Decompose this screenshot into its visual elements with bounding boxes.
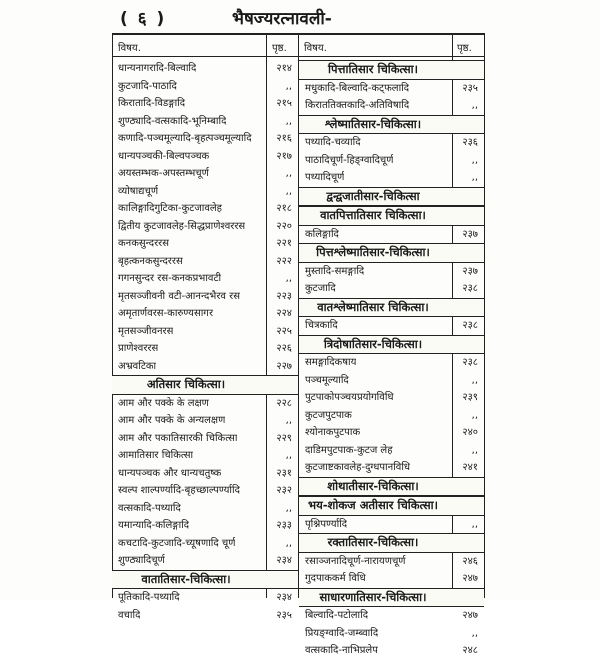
entry-title: पाठादिचूर्ण-हिङ्ग्वादिचूर्ण — [305, 154, 394, 166]
entry-title: श्योनाकपुटपाक — [305, 427, 361, 438]
page-number: ( ६ ) — [120, 9, 167, 29]
entry-title: आमातिसार चिकित्सा — [118, 450, 194, 461]
entry-page-number: २४१ — [462, 462, 478, 473]
section-heading-text: त्रिदोषातिसार-चिकित्सा। — [323, 336, 423, 351]
entry-page-number: २३८ — [462, 283, 478, 294]
index-entry — [112, 78, 298, 96]
entry-title: अमृतार्णवरस-कारुण्यसागर — [118, 308, 214, 319]
index-entry — [299, 642, 484, 660]
left-subject-header: विषय. — [118, 43, 141, 54]
entry-title: धान्यपञ्चकी-बिल्वपञ्चक — [118, 150, 210, 162]
index-entry — [299, 169, 484, 187]
section-heading-text: साधारणातिसार-चिकित्सा। — [319, 589, 427, 604]
entry-title: चित्रकादि — [305, 320, 338, 331]
entry-title: समङ्गादिकषाय — [305, 357, 357, 368]
section-heading — [299, 588, 484, 608]
entry-title: प्रियङ्ग्वादि-जम्ब्वादि — [305, 627, 379, 639]
entry-title: पथ्यादि-चव्यादि — [305, 137, 361, 148]
entry-page-number: ,, — [471, 154, 478, 166]
index-entry — [299, 424, 484, 442]
entry-title: व्योषाद्यचूर्ण — [118, 185, 159, 197]
right-index-column — [299, 60, 484, 660]
entry-page-number: २३८ — [462, 357, 478, 368]
entry-page-number: ,, — [285, 185, 292, 197]
entry-title: कालिङ्गादिगुटिका-कुटजावलेह — [118, 203, 222, 214]
entry-title: कणादि-पञ्चमूल्यादि-बृहत्पञ्चमूल्यादि — [118, 133, 252, 144]
entry-title: पञ्चमूल्यादि — [305, 374, 349, 386]
index-entry — [299, 152, 484, 170]
entry-page-number: २१६ — [276, 133, 292, 144]
index-entry — [299, 134, 484, 152]
index-entry — [299, 389, 484, 407]
index-entry — [112, 60, 298, 78]
index-entry — [112, 552, 298, 570]
entry-title: बृहत्कनकसुन्दररस — [118, 255, 183, 267]
index-entry — [112, 517, 298, 535]
entry-page-number: २३७ — [462, 265, 478, 277]
index-entry — [112, 130, 298, 148]
entry-page-number: ,, — [285, 415, 292, 426]
index-entry — [112, 305, 298, 323]
page-title: भैषज्यरत्नावली- — [232, 9, 332, 29]
entry-page-number: २३४ — [276, 555, 292, 566]
entry-page-number: २१४ — [276, 63, 292, 74]
section-heading — [299, 298, 484, 318]
section-heading-text: श्लेष्मातिसार-चिकित्सा। — [324, 116, 422, 131]
entry-page-number: २४६ — [462, 555, 478, 567]
index-entry — [112, 148, 298, 166]
entry-page-number: २३१ — [276, 467, 292, 479]
section-heading-text: वातपित्तातिसार चिकित्सा। — [320, 208, 426, 222]
entry-page-number: २३६ — [462, 137, 478, 148]
index-entry — [112, 288, 298, 306]
entry-page-number: २२५ — [276, 325, 292, 337]
right-page-header: पृष्ठ. — [457, 43, 472, 54]
entry-title: मधुकादि-बिल्वादि-कट्फलादि — [305, 82, 410, 94]
entry-title: मृतसञ्जीवनरस — [118, 325, 174, 337]
index-entry — [112, 607, 298, 625]
index-entry — [112, 465, 298, 483]
entry-title: पुटपाकोपञ्चयप्रयोगविधि — [305, 392, 394, 403]
section-heading — [299, 115, 484, 135]
section-heading-text: द्वन्द्वजातीसार-चिकित्सा — [326, 188, 420, 203]
entry-page-number: २३५ — [462, 82, 478, 94]
index-entry — [299, 354, 484, 372]
section-heading-text: वातश्लेष्मातिसार चिकित्सा। — [317, 299, 429, 314]
entry-page-number: ,, — [285, 80, 292, 92]
index-entry — [112, 340, 298, 358]
index-entry — [112, 323, 298, 341]
left-index-column — [112, 60, 298, 624]
entry-page-number: २२० — [276, 220, 292, 232]
entry-title: धान्यनागरादि-बिल्वादि — [118, 63, 197, 74]
entry-title: आम और पक्के के अन्यलक्षण — [118, 415, 226, 426]
entry-page-number: ,, — [285, 273, 292, 284]
entry-title: कनकसुन्दररस — [118, 238, 170, 249]
entry-page-number: ,, — [285, 115, 292, 127]
entry-title: पूतिकादि-पथ्यादि — [118, 592, 180, 603]
section-heading-text: रक्तातिसार-चिकित्सा। — [327, 535, 419, 549]
index-entry — [112, 113, 298, 131]
index-entry — [299, 372, 484, 390]
entry-page-number: ,, — [285, 537, 292, 549]
entry-page-number: २४० — [462, 427, 478, 438]
index-entry — [299, 625, 484, 643]
section-heading-text: पित्तश्लेष्मातिसार-चिकित्सा। — [316, 245, 430, 259]
index-entry — [299, 317, 484, 335]
entry-page-number: २४७ — [462, 610, 478, 621]
index-entry — [299, 97, 484, 115]
entry-page-number: २२३ — [276, 290, 292, 302]
entry-title: वत्सकादि-नाभिप्रलेप — [305, 645, 378, 656]
entry-title: दाडिमपुटपाक-कुटज लेह — [305, 444, 393, 456]
entry-title: आम और पकातिसारकी चिकित्सा — [118, 432, 238, 444]
section-heading — [299, 206, 484, 226]
section-heading-text: अतिसार चिकित्सा। — [146, 377, 226, 391]
entry-page-number: २३३ — [276, 520, 292, 531]
entry-page-number: २३७ — [462, 228, 478, 240]
entry-page-number: २३२ — [276, 485, 292, 496]
entry-title: स्वल्प शाल्पर्ण्यादि-बृहच्छाल्पर्ण्यादि — [118, 485, 240, 496]
index-entry — [112, 270, 298, 288]
index-entry — [112, 358, 298, 376]
entry-title: यमान्यादि-कलिङ्गादि — [118, 520, 190, 531]
entry-title: द्वितीय कुटजावलेह-सिद्धप्राणेश्वररस — [118, 220, 246, 232]
entry-title: अभ्रवटिका — [118, 360, 157, 372]
section-heading-text: पित्तातिसार चिकित्सा। — [328, 62, 418, 76]
index-entry — [112, 589, 298, 607]
index-entry — [112, 395, 298, 413]
entry-title: बिल्वादि-पटोलादि — [305, 610, 369, 621]
index-entry — [299, 570, 484, 588]
right-subject-header: विषय. — [304, 43, 327, 54]
entry-title: कुटजाष्टकावलेह-दुग्धपानविधि — [305, 462, 411, 473]
left-page-header: पृष्ठ. — [272, 43, 287, 54]
entry-title: कुटजपुटपाक — [305, 409, 352, 421]
index-entry — [112, 95, 298, 113]
index-entry — [112, 200, 298, 218]
section-heading-text: शोथातीसार-चिकित्सा। — [327, 478, 419, 493]
entry-page-number: ,, — [285, 450, 292, 461]
entry-title: पृश्निपर्ण्यादि — [305, 518, 348, 530]
index-entry — [112, 500, 298, 518]
index-entry — [112, 535, 298, 553]
index-entry — [299, 442, 484, 460]
entry-page-number: २२७ — [276, 360, 292, 372]
entry-page-number: ,, — [471, 374, 478, 386]
section-heading — [299, 335, 484, 355]
entry-title: रसाञ्जनादिचूर्ण-नारायणचूर्ण — [305, 555, 406, 567]
section-heading-text: वातातिसार-चिकित्सा। — [141, 571, 231, 586]
entry-page-number: २२८ — [276, 397, 292, 409]
index-entry — [112, 218, 298, 236]
entry-title: प्राणेश्वररस — [118, 343, 159, 354]
entry-page-number: २२४ — [276, 308, 292, 319]
section-heading — [299, 60, 484, 80]
entry-title: गुदपाककर्म विधि — [305, 573, 366, 584]
entry-page-number: ,, — [471, 444, 478, 456]
entry-page-number: २४७ — [462, 573, 478, 584]
section-heading — [112, 375, 298, 395]
index-entry — [112, 253, 298, 271]
entry-title: कचटादि-कुटजादि-च्यूषणादि चूर्ण — [118, 537, 236, 549]
index-entry — [299, 226, 484, 244]
index-entry — [299, 80, 484, 98]
entry-page-number: २३९ — [462, 392, 478, 403]
index-entry — [299, 280, 484, 298]
entry-page-number: ,, — [471, 627, 478, 639]
index-entry — [299, 553, 484, 571]
entry-page-number: ,, — [471, 100, 478, 111]
entry-title: कलिङ्गादि — [305, 228, 339, 240]
section-heading — [299, 533, 484, 553]
entry-page-number: ,, — [471, 172, 478, 183]
right-border — [484, 33, 485, 598]
section-heading — [112, 570, 298, 590]
entry-title: किराततिक्तकादि-अतिविषादि — [305, 100, 410, 111]
section-heading — [299, 187, 484, 207]
entry-page-number: २१५ — [276, 98, 292, 109]
entry-page-number: २३४ — [276, 592, 292, 603]
index-entry — [299, 607, 484, 625]
index-entry — [112, 165, 298, 183]
index-entry — [112, 183, 298, 201]
index-entry — [299, 407, 484, 425]
index-entry — [112, 447, 298, 465]
entry-page-number: २२२ — [276, 255, 292, 267]
index-entry — [112, 235, 298, 253]
index-entry — [299, 263, 484, 281]
entry-page-number: २१८ — [276, 203, 292, 214]
entry-title: कुटजादि — [305, 283, 336, 294]
entry-title: कुटजादि-पाठादि — [118, 80, 177, 92]
entry-title: पथ्यादिचूर्ण — [305, 172, 345, 183]
entry-page-number: ,, — [471, 409, 478, 421]
entry-title: धान्यपञ्चक और धान्यचतुष्क — [118, 467, 222, 479]
index-entry — [112, 430, 298, 448]
entry-page-number: ,, — [285, 502, 292, 514]
entry-page-number: २२६ — [276, 343, 292, 354]
section-heading — [299, 243, 484, 263]
index-entry — [112, 482, 298, 500]
entry-title: शुण्ठ्यादिचूर्ण — [118, 555, 165, 566]
entry-page-number: २२१ — [276, 238, 292, 249]
entry-page-number: २१७ — [276, 150, 292, 162]
entry-title: आम और पक्के के लक्षण — [118, 397, 209, 409]
entry-page-number: २३५ — [276, 609, 292, 621]
entry-title: शुण्ठ्यादि-वत्सकादि-भूनिम्बादि — [118, 115, 227, 127]
entry-page-number: ,, — [285, 168, 292, 179]
entry-title: वत्सकादि-पथ्यादि — [118, 502, 181, 514]
index-entry — [299, 516, 484, 534]
section-heading — [299, 477, 484, 497]
entry-title: अयस्तम्भक-अपस्तम्भचूर्ण — [118, 168, 209, 179]
entry-title: गगनसुन्दर रस-कनकप्रभावटी — [118, 273, 222, 284]
section-heading-text: भय-शोकज अतीसार चिकित्सा। — [308, 498, 438, 512]
entry-page-number: २३८ — [462, 320, 478, 331]
entry-title: वचादि — [118, 609, 141, 621]
section-heading — [299, 496, 484, 516]
entry-title: मुस्तादि-समङ्गादि — [305, 265, 365, 277]
index-entry — [112, 412, 298, 430]
entry-title: मृतसञ्जीवनी वटी-आनन्दभैरव रस — [118, 290, 241, 302]
index-entry — [299, 459, 484, 477]
entry-page-number: २२९ — [276, 432, 292, 444]
entry-page-number: २४८ — [462, 645, 478, 656]
entry-page-number: ,, — [471, 518, 478, 530]
entry-title: किरातादि-विडङ्गादि — [118, 98, 186, 109]
